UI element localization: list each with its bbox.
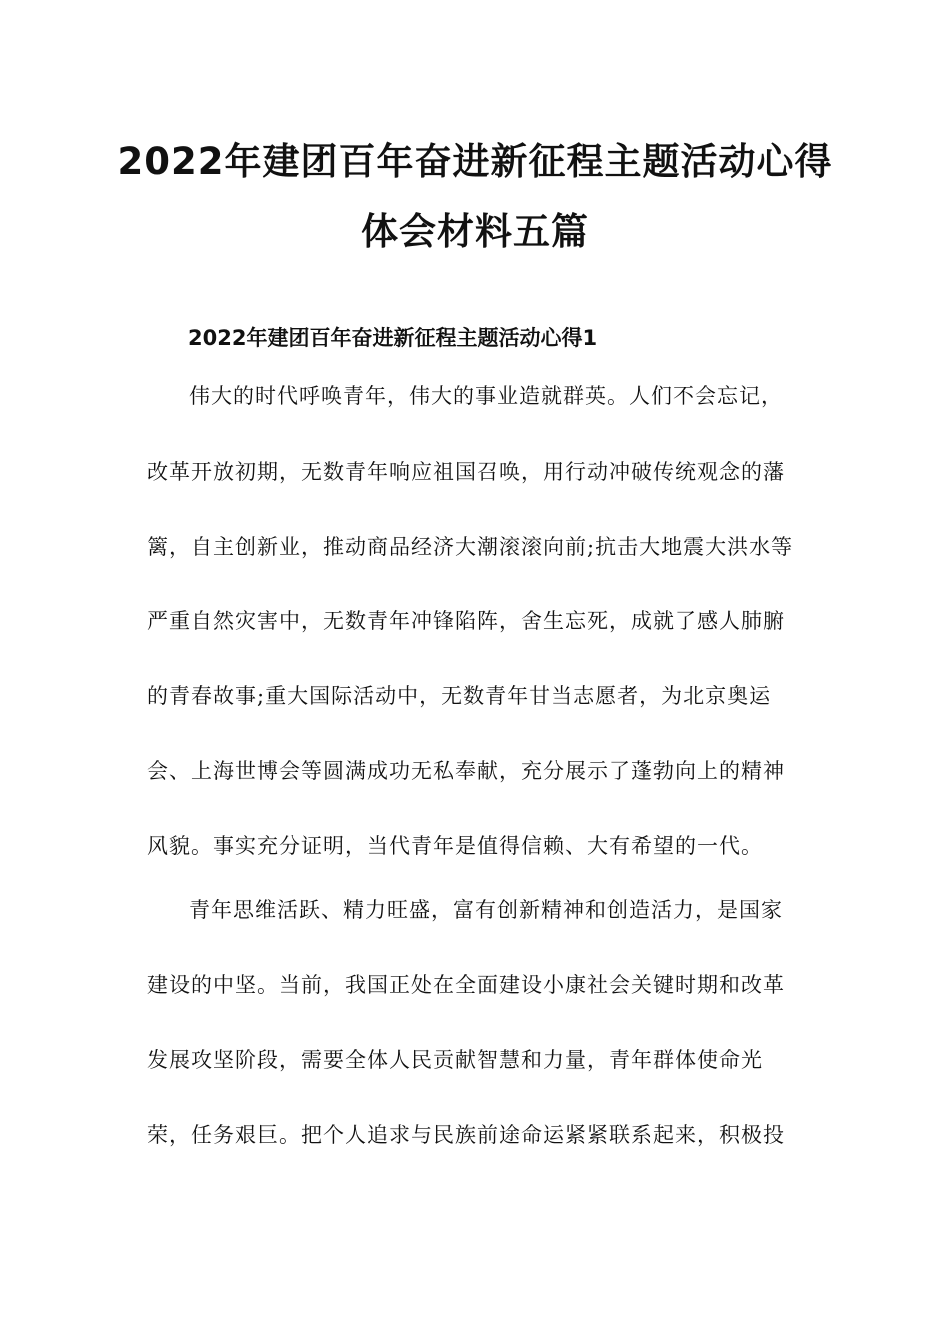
paragraph-1-line-6: 会、上海世博会等圆满成功无私奉献，充分展示了蓬勃向上的精神 bbox=[147, 759, 785, 783]
section-heading: 2022年建团百年奋进新征程主题活动心得1 bbox=[188, 326, 598, 350]
paragraph-1-line-1: 伟大的时代呼唤青年，伟大的事业造就群英。人们不会忘记， bbox=[189, 384, 783, 408]
paragraph-1-line-5: 的青春故事;重大国际活动中，无数青年甘当志愿者，为北京奥运 bbox=[147, 684, 772, 708]
paragraph-2-line-3: 发展攻坚阶段，需要全体人民贡献智慧和力量，青年群体使命光 bbox=[147, 1048, 763, 1072]
paragraph-1-line-2: 改革开放初期，无数青年响应祖国召唤，用行动冲破传统观念的藩 bbox=[147, 460, 785, 484]
paragraph-1-line-3: 篱，自主创新业，推动商品经济大潮滚滚向前;抗击大地震大洪水等 bbox=[147, 535, 794, 559]
document-title-line-1: 2022年建团百年奋进新征程主题活动心得 bbox=[117, 140, 833, 183]
paragraph-2-line-2: 建设的中坚。当前，我国正处在全面建设小康社会关键时期和改革 bbox=[147, 973, 785, 997]
paragraph-2-line-1: 青年思维活跃、精力旺盛，富有创新精神和创造活力，是国家 bbox=[189, 898, 783, 922]
document-title-line-2: 体会材料五篇 bbox=[361, 210, 589, 253]
paragraph-1-line-4: 严重自然灾害中，无数青年冲锋陷阵，舍生忘死，成就了感人肺腑 bbox=[147, 609, 785, 633]
paragraph-2-line-4: 荣，任务艰巨。把个人追求与民族前途命运紧紧联系起来，积极投 bbox=[147, 1123, 785, 1147]
paragraph-1-line-7: 风貌。事实充分证明，当代青年是值得信赖、大有希望的一代。 bbox=[147, 834, 763, 858]
